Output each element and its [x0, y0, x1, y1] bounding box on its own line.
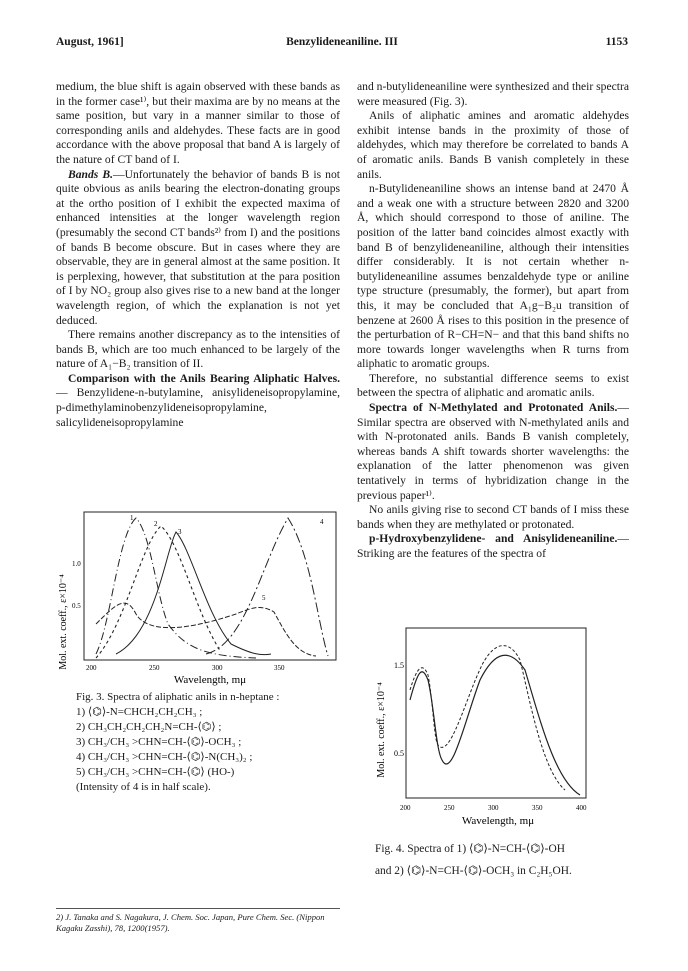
paragraph: Bands B.—Unfortunately the behavior of bands B is not quite obvious as anils bearing the electron-donating groups at the ortho position of I exhibit the expected maxima of enhanced intensities at the longer wavelength region (presumably the second CT bands²⁾ from I) and the positions of bands B become obscure. But in cases where they are observable, they are in general almost at the same position. It is perplexing, however, that substitution at the para position of I by NO₂ group also gives rise to a new band at the longer wavelength region, of which the explanation is not yet deduced. — [56, 167, 340, 327]
figure-3-plot — [56, 504, 346, 684]
figure-4-plot — [370, 610, 630, 827]
compound-5: 5) CH₃/CH₃ >CHN=CH-⟨⌬⟩ (HO-) — [76, 766, 235, 778]
x-tick: 350 — [274, 664, 285, 672]
paragraph: No anils giving rise to second CT bands of I miss these bands when they are methylated or protonated. — [357, 503, 629, 531]
compound-1: 1) ⟨⌬⟩-N=CHCH₂CH₂CH₃ ; — [76, 706, 203, 718]
x-tick: 300 — [212, 664, 223, 672]
x-tick: 400 — [576, 804, 587, 812]
section-heading: Comparison with the Anils Bearing Aliphatic Halves. — [68, 371, 340, 385]
paragraph: Therefore, no substantial difference seems to exist between the spectra of aliphatic and aromatic anils. — [357, 371, 629, 400]
curve-1 — [410, 655, 580, 795]
curve-5 — [96, 603, 316, 656]
paragraph: Comparison with the Anils Bearing Aliphatic Halves. — Benzylidene-n-butylamine, anisylideneisopropylamine, p-dimethylaminobenzylideneisopropylamine, salicylideneisopropylamine — [56, 371, 340, 429]
x-tick: 200 — [86, 664, 97, 672]
curve-label: 4 — [320, 518, 324, 526]
x-tick: 200 — [400, 804, 411, 812]
y-tick: 1.0 — [72, 560, 81, 568]
curve-label: 1 — [130, 514, 134, 522]
running-header — [56, 36, 628, 52]
page-number: 1153 — [605, 36, 628, 48]
x-tick: 250 — [444, 804, 455, 812]
compound-2: 2) CH₃CH₂CH₂CH₂N=CH-⟨⌬⟩ ; — [76, 721, 222, 733]
paragraph: medium, the blue shift is again observed with these bands as in the former case¹⁾, but their maxima are by no means at the same position, but vary in a manner similar to those of corresponding anils and aldehydes. These facts are in good accordance with the above proposal that band A is largely of the nature of CT band of I. — [56, 80, 340, 166]
curve-1 — [96, 518, 256, 658]
y-axis-label: Mol. ext. coeff., ε×10⁻⁴ — [58, 574, 69, 670]
figure-3-note: (Intensity of 4 is in half scale). — [76, 781, 211, 793]
y-tick: 1.5 — [394, 661, 404, 670]
left-column — [56, 80, 340, 430]
compound-3: 3) CH₃/CH₃ >CHN=CH-⟨⌬⟩-OCH₃ ; — [76, 736, 242, 748]
x-axis-label: Wavelength, mμ — [173, 674, 247, 686]
header-date: August, 1961] — [56, 36, 124, 48]
y-tick: 0.5 — [394, 749, 404, 758]
curve-label: 3 — [178, 528, 182, 536]
curve-label: 2 — [154, 520, 158, 528]
compound-4: 4) CH₃/CH₃ >CHN=CH-⟨⌬⟩-N(CH₃)₂ ; — [76, 751, 253, 763]
figure-4 — [370, 610, 630, 827]
x-axis-label: Wavelength, mμ — [461, 815, 535, 827]
figure-3 — [56, 504, 346, 684]
paragraph: and n-butylideneaniline were synthesized and their spectra were measured (Fig. 3). — [357, 80, 629, 108]
x-tick: 250 — [149, 664, 160, 672]
x-tick: 300 — [488, 804, 499, 812]
footnote: 2) J. Tanaka and S. Nagakura, J. Chem. Soc. Japan, Pure Chem. Sec. (Nippon Kagaku Zasshi), 78, 1200(1957). — [56, 908, 340, 934]
right-column — [357, 80, 629, 562]
paragraph: Anils of aliphatic amines and aromatic aldehydes exhibit intense bands in the proximity of those of aldehydes, which may therefore be correlated to bands A of aromatic anils. Bands B vanish completely in these anils. — [357, 109, 629, 181]
curve-label: 5 — [262, 594, 266, 602]
figure-4-caption: Fig. 4. Spectra of 1) ⟨⌬⟩-N=CH-⟨⌬⟩-OH and 2) ⟨⌬⟩-N=CH-⟨⌬⟩-OCH₃ in C₂H₅OH. — [375, 843, 572, 877]
y-axis-label: Mol. ext. coeff., ε×10⁻⁴ — [376, 682, 387, 778]
y-tick: 0.5 — [72, 602, 81, 610]
paragraph: p-Hydroxybenzylidene- and Anisylideneaniline.—Striking are the features of the spectra of — [357, 532, 629, 560]
section-heading: Spectra of N-Methylated and Protonated Anils. — [369, 401, 618, 415]
header-title: Benzylideneaniline. III — [286, 36, 398, 48]
curve-2 — [96, 526, 221, 658]
paragraph: n-Butylideneaniline shows an intense band at 2470 Å and a weak one with a structure between 2820 and 3200 Å, which should correspond to those of aniline. The position of the latter band coincides almost exactly with band B of benzylideneaniline, although their intensities differ considerably. It is not certain whether n-butylideneaniline assumes benzaldehyde type or aniline type structure (presumably, the former), but apart from this, it may be concluded that A₁g−B₂u transition of benzene at 2600 Å rises to this position in the presence of the perturbation of R−CH=N− and that this band shifts no more towards longer wavelengths when R turns from aliphatic to aromatic groups. — [357, 182, 629, 371]
paragraph: Spectra of N-Methylated and Protonated Anils.—Similar spectra are observed with N-methylated anils and with N-protonated anils. Bands B vanish completely, whereas bands A shift towards shorter wavelengths: the explanation of the latter phenomenon was given tentatively in terms of hybridization change in the previous paper¹⁾. — [357, 401, 629, 502]
x-tick: 350 — [532, 804, 543, 812]
bands-b-heading: Bands B. — [68, 167, 114, 181]
section-heading: p-Hydroxybenzylidene- and Anisylideneaniline. — [369, 532, 618, 546]
paragraph: There remains another discrepancy as to the intensities of bands B, which are too much enhanced to be largely of the nature of A₁−B₂ transition of II. — [56, 328, 340, 371]
figure-3-caption: Fig. 3. Spectra of aliphatic anils in n-heptane : 1) ⟨⌬⟩-N=CHCH₂CH₂CH₃ ; 2) CH₃CH₂CH₂CH₂N=CH-⟨⌬⟩ ; 3) CH₃/CH₃ >CHN=CH-⟨⌬⟩-OCH₃ ; 4) CH₃/CH₃ >CHN=CH-⟨⌬⟩-N(CH₃)₂ ; 5) CH₃/CH₃ >CHN=CH-⟨⌬⟩ (HO-) (Intensity of 4 is in half scale). — [76, 690, 346, 795]
